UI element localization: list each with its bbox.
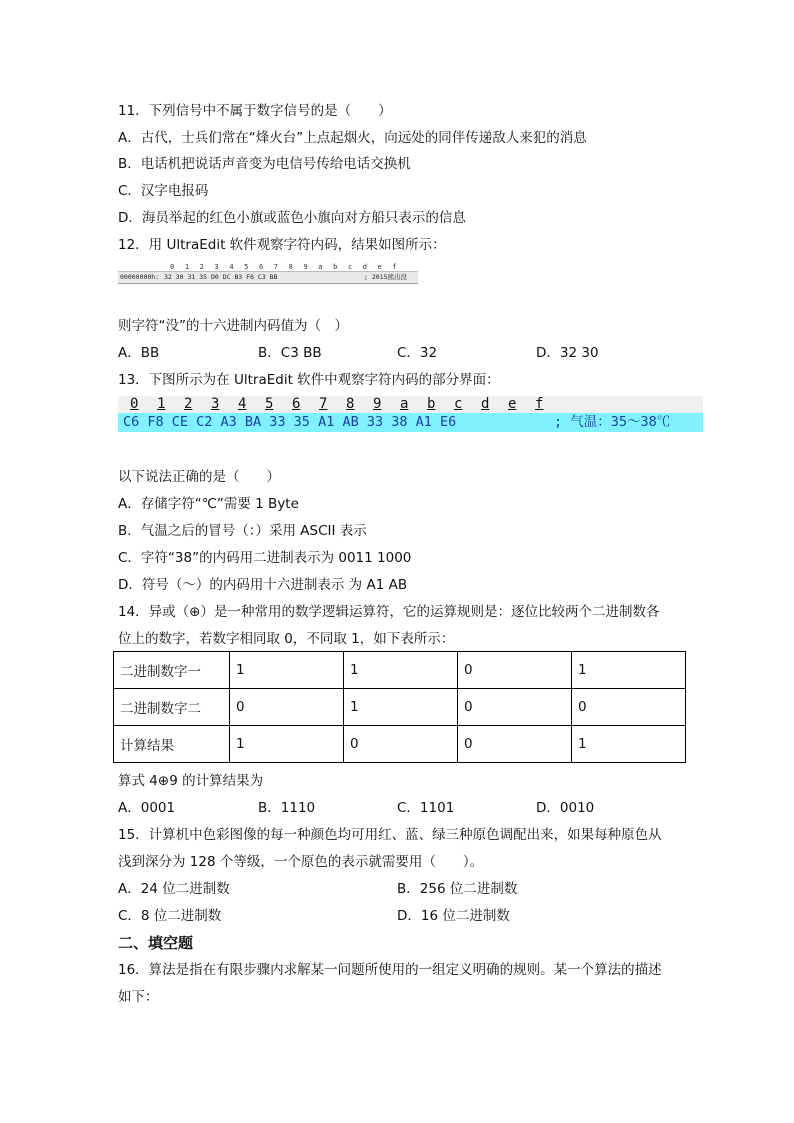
ultraedit-column-header: 0 1 2 3 4 5 6 7 8 9 a b c d e f xyxy=(170,263,400,271)
table-row xyxy=(114,652,686,689)
q11-option-c: C．汉字电报码 xyxy=(118,183,209,199)
q14-stem-line2: 位上的数字，若数字相同取 0，不同取 1，如下表所示： xyxy=(118,631,455,647)
xor-rule-table xyxy=(113,651,686,763)
hex-text: ; 2015熊出没 xyxy=(364,273,407,281)
col-a: a xyxy=(400,396,409,412)
col-2: 2 xyxy=(184,396,193,412)
col-8: 8 xyxy=(346,396,355,412)
q15-option-b: B．256 位二进制数 xyxy=(397,881,518,897)
q12-option-c: C．32 xyxy=(397,345,438,361)
hex-bytes: 32 30 31 35 D0 DC B3 F6 C3 BB xyxy=(164,273,278,281)
q12-option-d: D．32 30 xyxy=(536,345,599,361)
section-heading: 二、填空题 xyxy=(118,934,194,952)
q14-option-c: C．1101 xyxy=(397,800,455,816)
ultraedit-hex-row xyxy=(118,271,418,284)
hex-text: ; 气温：35～38℃ xyxy=(554,414,671,430)
col-3: 3 xyxy=(211,396,220,412)
col-f: f xyxy=(535,396,544,412)
hex-address: 00000000h: xyxy=(120,273,160,281)
col-7: 7 xyxy=(319,396,328,412)
q12-stem: 12．用 UltraEdit 软件观察字符内码，结果如图所示： xyxy=(118,237,446,253)
q11-option-b: B．电话机把说话声音变为电信号传给电话交换机 xyxy=(118,156,411,172)
q12-option-a: A．BB xyxy=(118,345,160,361)
q15-stem-line1: 15．计算机中色彩图像的每一种颜色均可用红、蓝、绿三种原色调配出来，如果每种原色从 xyxy=(118,827,662,843)
q11-stem: 11．下列信号中不属于数字信号的是（ ） xyxy=(118,103,392,119)
col-d: d xyxy=(481,396,490,412)
col-b: b xyxy=(427,396,436,412)
col-6: 6 xyxy=(292,396,301,412)
q14-question: 算式 4⊕9 的计算结果为 xyxy=(118,773,264,789)
col-5: 5 xyxy=(265,396,274,412)
table-cell: 0 xyxy=(230,689,344,726)
q15-option-d: D．16 位二进制数 xyxy=(397,908,510,924)
q13-option-c: C．字符“38”的内码用二进制表示为 0011 1000 xyxy=(118,550,412,566)
q11-option-a: A．古代，士兵们常在“烽火台”上点起烟火，向远处的同伴传递敌人来犯的消息 xyxy=(118,130,587,146)
table-row xyxy=(114,726,686,763)
table-cell: 1 xyxy=(230,726,344,763)
table-cell: 1 xyxy=(344,652,458,689)
table-cell: 计算结果 xyxy=(114,726,230,763)
q12-option-b: B．C3 BB xyxy=(258,345,322,361)
q11-option-d: D．海员举起的红色小旗或蓝色小旗向对方船只表示的信息 xyxy=(118,210,466,226)
q13-option-b: B．气温之后的冒号（：）采用 ASCII 表示 xyxy=(118,523,367,539)
q14-option-d: D．0010 xyxy=(536,800,595,816)
q13-option-d: D．符号（～）的内码用十六进制表示 为 A1 AB xyxy=(118,577,408,593)
table-cell: 1 xyxy=(230,652,344,689)
q13-question: 以下说法正确的是（ ） xyxy=(118,469,280,485)
q16-stem-line1: 16．算法是指在有限步骤内求解某一问题所使用的一组定义明确的规则。某一个算法的描述 xyxy=(118,962,662,978)
q14-stem-line1: 14．异或（⊕）是一种常用的数学逻辑运算符，它的运算规则是：逐位比较两个二进制数各 xyxy=(118,604,660,620)
q13-stem: 13．下图所示为在 UltraEdit 软件中观察字符内码的部分界面： xyxy=(118,372,500,388)
col-c: c xyxy=(454,396,463,412)
table-cell: 0 xyxy=(572,689,686,726)
col-0: 0 xyxy=(130,396,139,412)
ultraedit-strip-small xyxy=(118,263,418,283)
table-row xyxy=(114,689,686,726)
ultraedit-strip-large xyxy=(118,396,703,432)
q15-stem-line2: 浅到深分为 128 个等级，一个原色的表示就需要用（ ）。 xyxy=(118,854,484,870)
col-4: 4 xyxy=(238,396,247,412)
table-cell: 0 xyxy=(458,652,572,689)
ultraedit-hex-row xyxy=(118,413,703,432)
table-cell: 1 xyxy=(572,652,686,689)
q15-option-a: A．24 位二进制数 xyxy=(118,881,230,897)
col-e: e xyxy=(508,396,517,412)
ultraedit-column-header xyxy=(118,396,703,414)
table-cell: 二进制数字二 xyxy=(114,689,230,726)
q14-option-b: B．1110 xyxy=(258,800,316,816)
q15-option-c: C．8 位二进制数 xyxy=(118,908,222,924)
table-cell: 1 xyxy=(572,726,686,763)
table-cell: 0 xyxy=(458,726,572,763)
q16-stem-line2: 如下： xyxy=(118,989,159,1005)
col-9: 9 xyxy=(373,396,382,412)
table-cell: 二进制数字一 xyxy=(114,652,230,689)
table-cell: 1 xyxy=(344,689,458,726)
col-1: 1 xyxy=(157,396,166,412)
hex-bytes: C6 F8 CE C2 A3 BA 33 35 A1 AB 33 38 A1 E6 xyxy=(123,414,457,430)
table-cell: 0 xyxy=(458,689,572,726)
q12-question: 则字符“没”的十六进制内码值为（ ） xyxy=(118,318,348,334)
q13-option-a: A．存储字符“℃”需要 1 Byte xyxy=(118,496,299,512)
table-cell: 0 xyxy=(344,726,458,763)
q14-option-a: A．0001 xyxy=(118,800,176,816)
